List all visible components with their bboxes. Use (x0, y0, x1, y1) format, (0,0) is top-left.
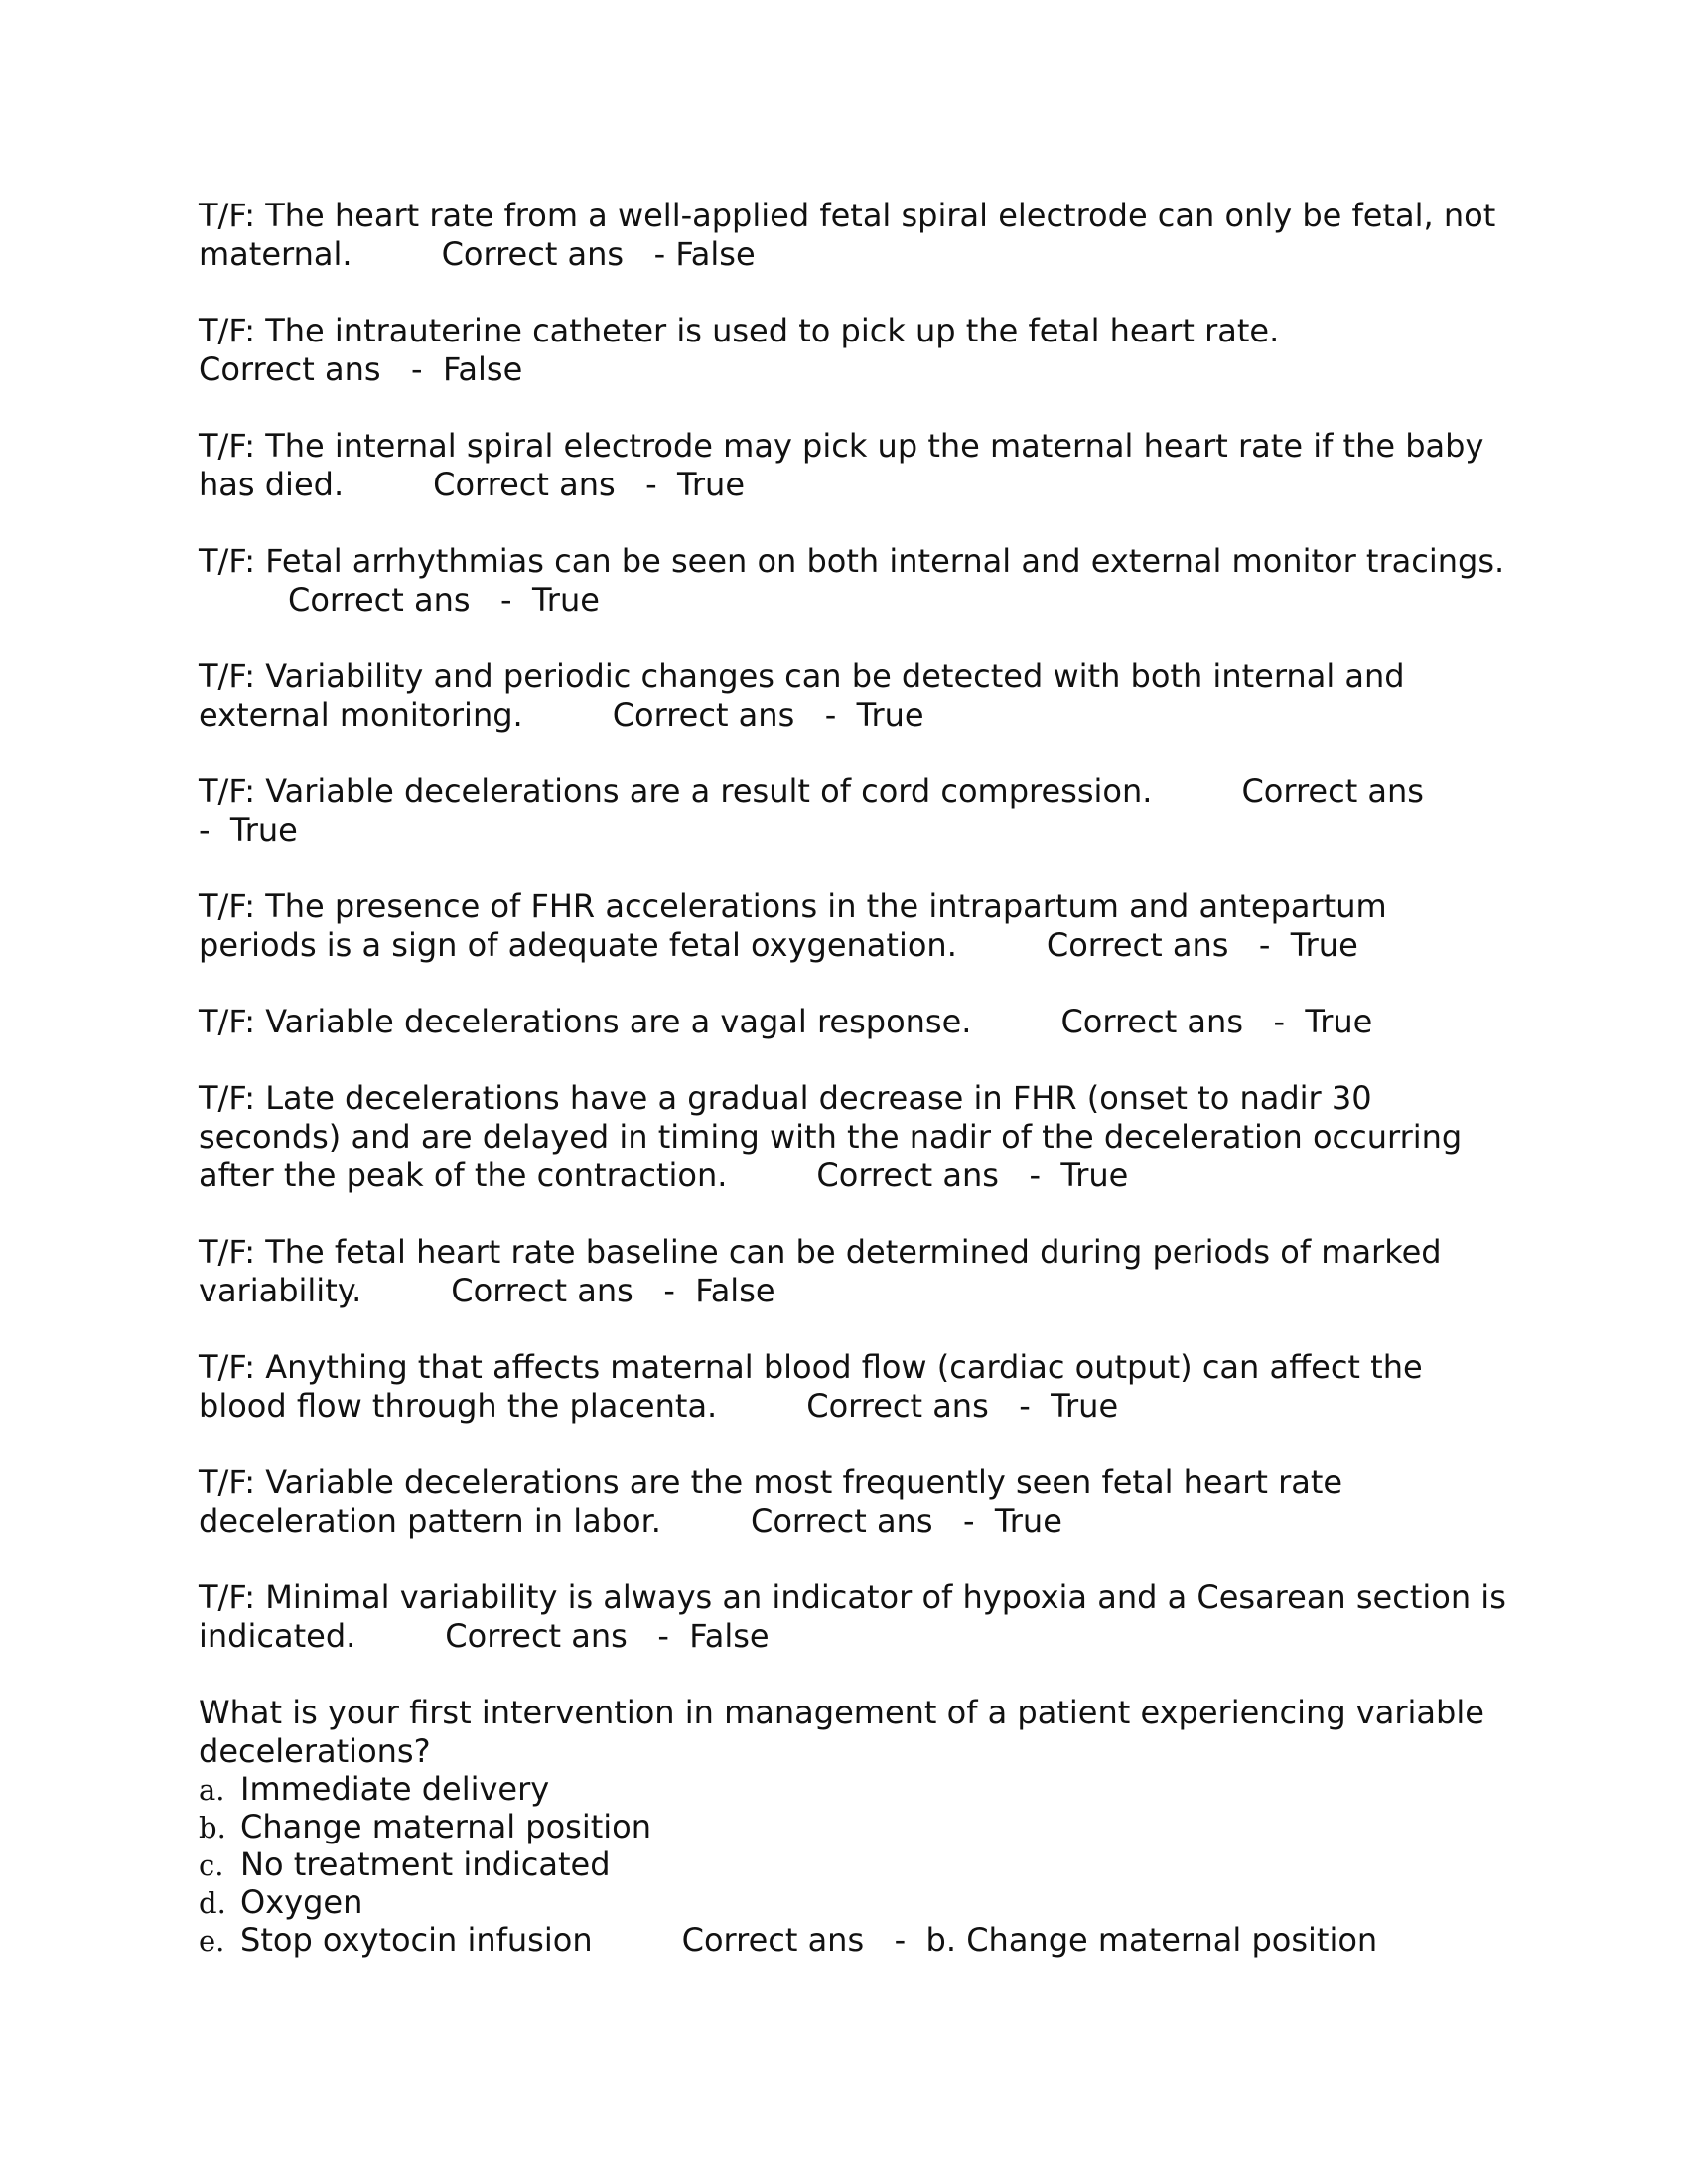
qa-item: T/F: Variability and periodic changes can be detected with both internal and external monitoring. Correct ans - True (199, 657, 1405, 734)
option-text: No treatment indicated (240, 1845, 611, 1883)
question-text: T/F: The presence of FHR accelerations in the intrapartum and antepartum periods is a sign of adequate fetal oxygenation. (199, 887, 1387, 964)
question-text: T/F: The fetal heart rate baseline can be determined during periods of marked variability. (199, 1233, 1442, 1309)
qa-item: T/F: Minimal variability is always an indicator of hypoxia and a Cesarean section is indicated. Correct ans - False (199, 1578, 1506, 1655)
mcq-options (199, 1771, 1509, 1960)
qa-item: T/F: The internal spiral electrode may pick up the maternal heart rate if the baby has died. Correct ans - True (199, 427, 1484, 503)
question-text: T/F: Fetal arrhythmias can be seen on both internal and external monitor tracings. (199, 542, 1505, 580)
qa-item: T/F: The intrauterine catheter is used to pick up the fetal heart rate. Correct ans - False (199, 312, 1280, 388)
qa-item: T/F: Variable decelerations are a vagal response. Correct ans - True (199, 1003, 1373, 1040)
question-text: T/F: Variable decelerations are a vagal response. (199, 1003, 972, 1040)
answer-value: True (1051, 1387, 1119, 1425)
question-text: T/F: Variable decelerations are the most frequently seen fetal heart rate deceleration pattern in labor. (199, 1463, 1343, 1540)
answer-label: Correct ans (441, 235, 625, 273)
qa-item: T/F: The presence of FHR accelerations in the intrapartum and antepartum periods is a sign of adequate fetal oxygenation. Correct ans - True (199, 887, 1387, 964)
answer-label: Correct ans (612, 696, 795, 734)
question-text: T/F: The heart rate from a well-applied fetal spiral electrode can only be fetal, not maternal. (199, 197, 1496, 273)
question-text: T/F: Variable decelerations are a result of cord compression. (199, 772, 1153, 810)
answer-value: False (675, 235, 756, 273)
qa-item: T/F: The heart rate from a well-applied fetal spiral electrode can only be fetal, not maternal. Correct ans - False (199, 197, 1496, 273)
document-page (199, 197, 1509, 1997)
option-letter: a. (199, 1773, 225, 1807)
mcq-option (199, 1771, 1509, 1809)
answer-label: Correct ans (1241, 772, 1424, 810)
answer-label: Correct ans (445, 1617, 628, 1655)
question-text: T/F: Anything that affects maternal blood flow (cardiac output) can affect the blood flow through the placenta. (199, 1348, 1423, 1425)
answer-value: True (531, 581, 600, 618)
answer-value: True (856, 696, 924, 734)
qa-item: T/F: Variable decelerations are the most frequently seen fetal heart rate deceleration pattern in labor. Correct ans - True (199, 1463, 1343, 1540)
qa-item: T/F: The fetal heart rate baseline can be determined during periods of marked variability. Correct ans - False (199, 1233, 1442, 1309)
answer-value: True (1060, 1157, 1129, 1194)
qa-item: T/F: Anything that affects maternal blood flow (cardiac output) can affect the blood flow through the placenta. Correct ans - True (199, 1348, 1423, 1425)
mcq-item (199, 1694, 1509, 1960)
question-text: T/F: The internal spiral electrode may pick up the maternal heart rate if the baby has died. (199, 427, 1484, 503)
answer-label: Correct ans (199, 350, 381, 388)
answer-label: Correct ans (451, 1272, 633, 1309)
question-text: T/F: Late decelerations have a gradual decrease in FHR (onset to nadir 30 seconds) and are delayed in timing with the nadir of the deceleration occurring after the peak of the contraction. (199, 1079, 1463, 1194)
option-letter: e. (199, 1924, 225, 1958)
answer-value: False (689, 1617, 770, 1655)
answer-value: True (994, 1502, 1062, 1540)
answer-value: False (442, 350, 523, 388)
answer-label: Correct ans (1046, 926, 1229, 964)
answer-value: True (229, 811, 298, 849)
answer-label: Correct ans (1060, 1003, 1243, 1040)
answer-label: Correct ans (806, 1387, 989, 1425)
answer-label: Correct ans (288, 581, 471, 618)
option-text: Stop oxytocin infusion (240, 1921, 593, 1959)
question-text: T/F: The intrauterine catheter is used to pick up the fetal heart rate. (199, 312, 1280, 349)
mcq-option: e. Stop oxytocin infusion Correct ans - b. Change maternal position (199, 1921, 1378, 1959)
qa-item: T/F: Fetal arrhythmias can be seen on both internal and external monitor tracings.Correct ans - True (199, 542, 1505, 618)
answer-label: Correct ans (681, 1921, 865, 1959)
answer-value: True (1290, 926, 1358, 964)
answer-value: b. Change maternal position (925, 1921, 1378, 1959)
option-text: Immediate delivery (240, 1770, 550, 1808)
answer-value: True (677, 466, 746, 503)
answer-label: Correct ans (433, 466, 616, 503)
answer-label: Correct ans (816, 1157, 999, 1194)
question-text: T/F: Minimal variability is always an indicator of hypoxia and a Cesarean section is indicated. (199, 1578, 1506, 1655)
option-text: Oxygen (240, 1883, 363, 1921)
answer-label: Correct ans (750, 1502, 933, 1540)
mcq-option (199, 1809, 1509, 1846)
question-text: T/F: Variability and periodic changes can be detected with both internal and external monitoring. (199, 657, 1405, 734)
answer-value: True (1305, 1003, 1373, 1040)
option-text: Change maternal position (240, 1808, 651, 1845)
qa-item: T/F: Late decelerations have a gradual decrease in FHR (onset to nadir 30 seconds) and are delayed in timing with the nadir of the deceleration occurring after the peak of the contraction. Correct ans - True (199, 1079, 1463, 1194)
mcq-option (199, 1884, 1509, 1922)
mcq-question: What is your first intervention in management of a patient experiencing variable decelerations? (199, 1694, 1484, 1770)
answer-value: False (695, 1272, 775, 1309)
option-letter: b. (199, 1811, 226, 1844)
mcq-option (199, 1846, 1509, 1884)
qa-item: T/F: Variable decelerations are a result of cord compression. Correct ans - True (199, 772, 1424, 849)
option-letter: d. (199, 1886, 226, 1920)
option-letter: c. (199, 1848, 224, 1882)
